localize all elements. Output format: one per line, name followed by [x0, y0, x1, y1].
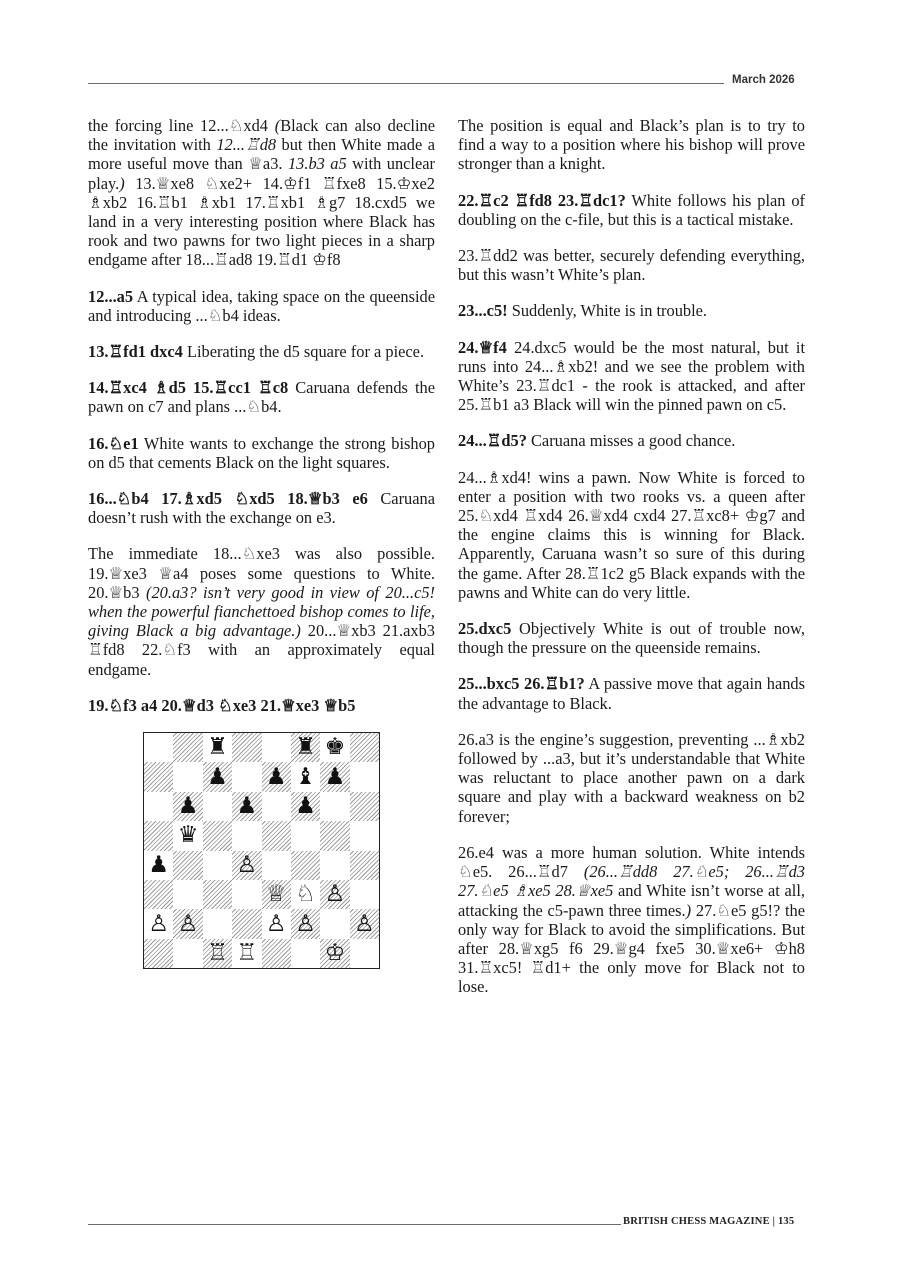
board-square [203, 880, 232, 909]
board-square [262, 909, 291, 938]
article-paragraph [88, 434, 435, 472]
article-column-left [88, 116, 435, 969]
chess-piece-icon: ♟ [295, 793, 316, 820]
board-square [320, 939, 349, 968]
board-square [203, 762, 232, 791]
chess-piece-icon: ♔ [324, 939, 346, 966]
board-square [144, 733, 173, 762]
board-square [320, 792, 349, 821]
board-square [291, 909, 320, 938]
board-square [144, 821, 173, 850]
board-square [144, 939, 173, 968]
chess-piece-icon: ♙ [236, 851, 258, 878]
board-square [144, 880, 173, 909]
variation-italic: ) [119, 173, 125, 193]
move-bold: 16...♘b4 17.♗xd5 ♘xd5 18.♕b3 e6 [88, 489, 368, 509]
board-square [320, 909, 349, 938]
text-run: 24.dxc5 would be the most natural, but it runs into 24...♗xb2! and we see the problem with White’s 23.♖dc1 - the rook is attacked, and after 25.♖b1 a3 Black will win the pinned pawn on c5. [458, 337, 805, 415]
board-square [232, 821, 261, 850]
article-paragraph [88, 116, 435, 270]
board-square [350, 939, 379, 968]
chess-piece-icon: ♙ [295, 910, 316, 937]
footer-separator: | [772, 1216, 776, 1227]
article-paragraph [458, 674, 805, 712]
page-number: 135 [777, 1216, 795, 1227]
chess-piece-icon: ♙ [265, 910, 287, 937]
board-square [262, 733, 291, 762]
article-paragraph [458, 843, 805, 997]
board-square [173, 821, 202, 850]
board-square [350, 909, 379, 938]
page-footer [623, 1216, 794, 1227]
board-square [291, 939, 320, 968]
chess-piece-icon: ♟ [324, 763, 346, 790]
article-column-right [458, 116, 805, 1014]
board-square [173, 851, 202, 880]
article-paragraph [458, 246, 805, 284]
article-paragraph [88, 489, 435, 527]
variation-italic: (26...♖dd8 27.♘e5; 26...♖d3 27.♘e5 ♗xe5 28.♕xe5 [458, 862, 805, 901]
text-run: and White isn’t worse at all, attacking the c5-pawn three times. [458, 881, 805, 920]
board-square [232, 880, 261, 909]
text-run: Caruana doesn’t rush with the exchange on e3. [88, 489, 435, 528]
article-paragraph [88, 342, 435, 361]
board-square [350, 851, 379, 880]
text-run: The immediate 18...♘xe3 was also possible. 19.♕xe3 ♕a4 poses some questions to White. 20.♕b3 [88, 544, 435, 602]
board-square [320, 762, 349, 791]
chess-piece-icon: ♛ [177, 822, 199, 849]
article-paragraph [458, 468, 805, 602]
text-run: 23.♖dd2 was better, securely defending everything, but this wasn’t White’s plan. [458, 246, 805, 285]
board-square [173, 792, 202, 821]
move-bold: 22.♖c2 ♖fd8 23.♖dc1? [458, 190, 626, 210]
chess-piece-icon: ♜ [295, 734, 316, 761]
variation-italic: when the powerful fianchettoed bishop comes to life, giving Black a big advantage. [88, 602, 435, 641]
text-run: 26.e4 was a more human solution. White intends ♘e5. 26...♖d7 [458, 842, 805, 882]
variation-italic: ) [685, 900, 692, 920]
board-square [232, 762, 261, 791]
board-square [320, 851, 349, 880]
board-square [232, 851, 261, 880]
move-bold: 13.♖fd1 dxc4 [88, 342, 183, 362]
article-paragraph [458, 301, 805, 320]
move-bold: 25...bxc5 26.♖b1? [458, 674, 585, 694]
text-run: White follows his plan of doubling on the c-file, but this is a tactical mistake. [458, 190, 805, 229]
article-paragraph [458, 191, 805, 229]
variation-italic: ( [274, 116, 281, 135]
move-bold: 23...c5! [458, 301, 508, 321]
board-square [291, 880, 320, 909]
board-square [262, 792, 291, 821]
chess-piece-icon: ♚ [324, 734, 346, 761]
issue-date: March 2026 [732, 74, 795, 86]
text-run: but then White made a more useful move than ♕a3. [88, 135, 435, 174]
variation-italic: ) [295, 621, 301, 641]
board-square [173, 939, 202, 968]
text-run: A typical idea, taking space on the queenside and introducing ...♘b4 ideas. [88, 286, 435, 325]
chess-piece-icon: ♟ [265, 763, 287, 790]
board-square [203, 909, 232, 938]
text-run: 24...♗xd4! wins a pawn. Now White is forced to enter a position with two rooks vs. a queen after 25.♘xd4 ♖xd4 26.♕xd4 cxd4 27.♖xc8+ ♔g7 and the engine claims this is winning for Black. Apparently, Caruana wasn’t so sure of this during the game. After 28.♖1c2 g5 Black expands with the pawns and White can do very little. [458, 467, 805, 602]
board-square [320, 880, 349, 909]
text-run: Caruana defends the pawn on c7 and plans ...♘b4. [88, 378, 435, 417]
move-bold: 24...♖d5? [458, 431, 527, 451]
text-run: 20...♕xb3 21.axb3 ♖fd8 22.♘f3 with an approximately equal endgame. [88, 621, 435, 679]
board-square [173, 909, 202, 938]
move-bold: 12...a5 [88, 286, 134, 306]
board-square [350, 821, 379, 850]
article-paragraph [88, 696, 435, 715]
board-square [203, 792, 232, 821]
text-run: 13.♕xe8 ♘xe2+ 14.♔f1 ♖fxe8 15.♔xe2 ♗xb2 16.♖b1 ♗xb1 17.♖xb1 ♗g7 18.cxd5 we land in a very interesting position where Black has rook and two pawns for two light pieces in a sharp endgame after 18...♖ad8 19.♖d1 ♔f8 [88, 173, 435, 270]
board-square [262, 939, 291, 968]
text-run: Liberating the d5 square for a piece. [182, 342, 425, 362]
chess-piece-icon: ♙ [177, 910, 199, 937]
board-square [232, 909, 261, 938]
board-square [262, 821, 291, 850]
footer-rule [88, 1224, 621, 1225]
chess-piece-icon: ♝ [295, 763, 316, 790]
article-paragraph [458, 338, 805, 415]
board-square [350, 880, 379, 909]
chess-piece-icon: ♖ [236, 939, 258, 966]
chess-piece-icon: ♕ [265, 881, 287, 908]
text-run: Objectively White is out of trouble now, though the pressure on the queenside remains. [458, 619, 805, 658]
article-paragraph [88, 287, 435, 325]
text-run: The position is equal and Black’s plan is to try to find a way to a position where his bishop will prove stronger than a knight. [458, 116, 805, 174]
article-paragraph [458, 116, 805, 174]
board-square [262, 880, 291, 909]
board-square [291, 792, 320, 821]
board-square [320, 733, 349, 762]
chess-piece-icon: ♟ [148, 851, 169, 878]
text-run: White wants to exchange the strong bishop on d5 that cements Black on the light squares. [88, 433, 435, 472]
move-bold: 25.dxc5 [458, 619, 512, 639]
board-square [144, 909, 173, 938]
chess-piece-icon: ♟ [207, 763, 228, 790]
move-bold: 16.♘e1 [88, 433, 139, 453]
board-square [173, 880, 202, 909]
board-square [262, 851, 291, 880]
board-square [232, 792, 261, 821]
variation-italic: (20.a3? isn’t very good in view of [146, 582, 386, 602]
move-bold: 14.♖xc4 ♗d5 15.♖cc1 ♖c8 [88, 378, 289, 398]
board-square [232, 733, 261, 762]
board-square [203, 939, 232, 968]
board-square [291, 851, 320, 880]
text-run: 26.a3 is the engine’s suggestion, preventing ...♗xb2 followed by ...a3, but it’s understandable that White was reluctant to place another pawn on a dark square and play with a backward weakness on b2 forever; [458, 729, 805, 826]
board-square [144, 792, 173, 821]
article-paragraph [88, 544, 435, 678]
chess-piece-icon: ♟ [177, 793, 199, 820]
article-paragraph [88, 378, 435, 416]
text-run: Black can also decline the invitation with [88, 116, 435, 155]
chess-piece-icon: ♜ [207, 734, 228, 761]
text-run: 27.♘e5 g5!? the only way for Black to avoid the simplifications. But after 28.♕xg5 f6 29.♕g4 fxe5 30.♕xe6+ ♔h8 31.♖xc5! ♖d1+ the only move for Black not to lose. [458, 900, 805, 997]
text-run: A passive move that again hands the advantage to Black. [458, 674, 805, 713]
chess-piece-icon: ♙ [354, 910, 375, 937]
text-run: with unclear play. [88, 154, 435, 193]
magazine-name: BRITISH CHESS MAGAZINE [623, 1216, 770, 1227]
header-rule [88, 83, 724, 84]
move-bold: 24.♕f4 [458, 337, 507, 357]
board-square [291, 733, 320, 762]
chess-piece-icon: ♙ [148, 910, 169, 937]
board-square [232, 939, 261, 968]
board-square [291, 821, 320, 850]
chess-piece-icon: ♖ [207, 939, 228, 966]
variation-italic: 20...c5! [385, 582, 436, 602]
board-square [144, 762, 173, 791]
chess-diagram [143, 732, 380, 969]
text-run: the forcing line 12...♘xd4 [88, 116, 275, 135]
board-square [291, 762, 320, 791]
board-square [173, 733, 202, 762]
board-square [350, 792, 379, 821]
article-paragraph [458, 619, 805, 657]
chess-piece-icon: ♟ [236, 793, 258, 820]
chess-piece-icon: ♙ [324, 881, 346, 908]
variation-italic: 13.b3 a5 [287, 154, 347, 174]
text-run: Suddenly, White is in trouble. [507, 301, 708, 321]
board-square [203, 733, 232, 762]
board-square [262, 762, 291, 791]
text-run: Caruana misses a good chance. [526, 431, 736, 451]
move-bold: 19.♘f3 a4 20.♕d3 ♘xe3 21.♕xe3 ♕b5 [88, 695, 356, 715]
board-square [203, 851, 232, 880]
variation-italic: 12...♖d8 [216, 135, 277, 155]
board-square [203, 821, 232, 850]
board-square [350, 762, 379, 791]
board-square [144, 851, 173, 880]
board-square [320, 821, 349, 850]
chess-piece-icon: ♘ [295, 881, 316, 908]
board-square [173, 762, 202, 791]
article-paragraph [458, 730, 805, 826]
board-square [350, 733, 379, 762]
article-paragraph [458, 431, 805, 450]
